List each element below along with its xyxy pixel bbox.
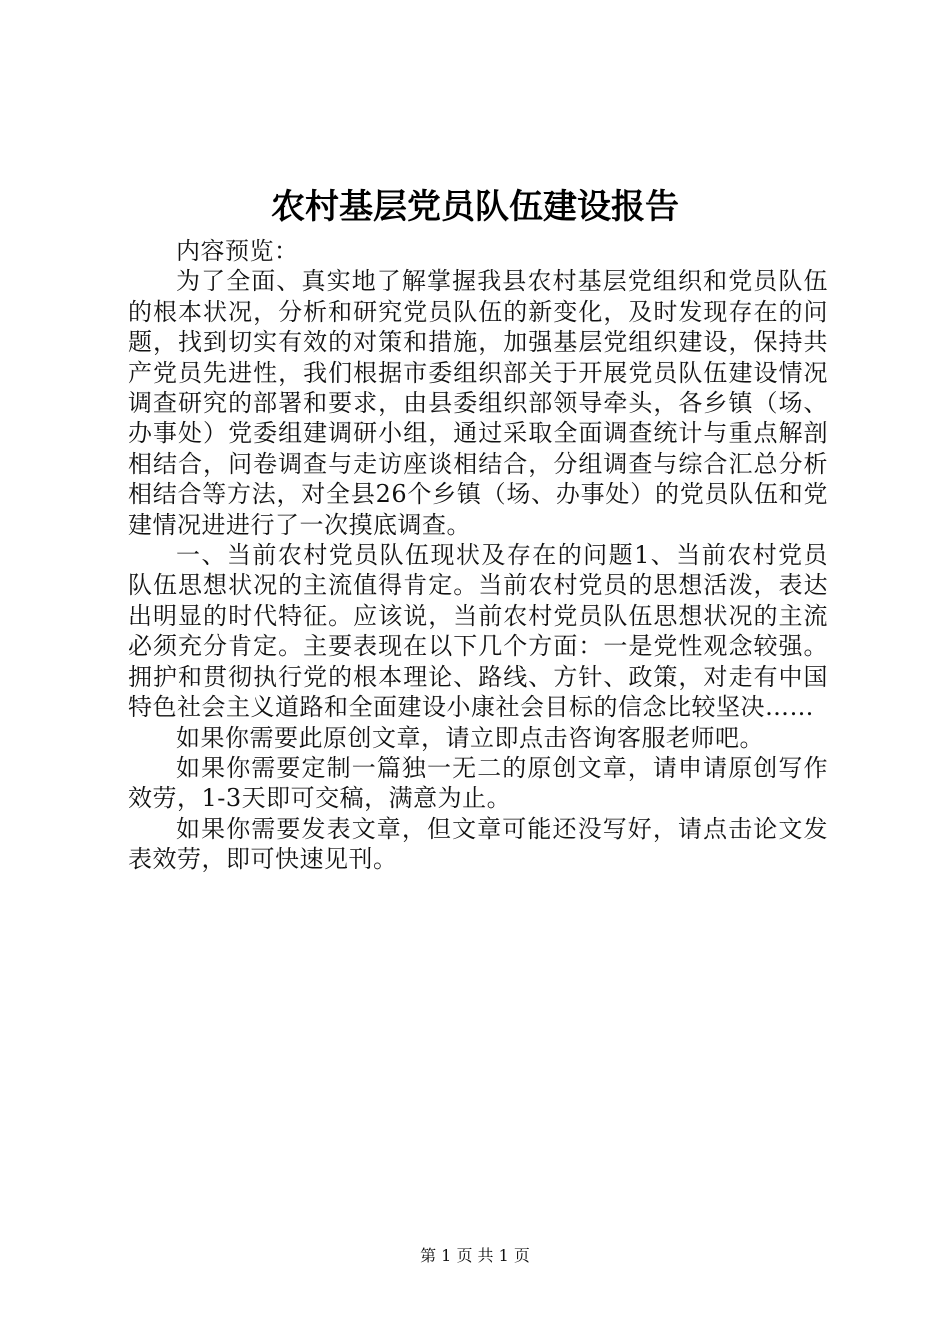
intro-paragraph: 为了全面、真实地了解掌握我县农村基层党组织和党员队伍的根本状况，分析和研究党员队伍的新变化，及时发现存在的问题，找到切实有效的对策和措施，加强基层党组织建设，保持共产党员先进性，我们根据市委组织部关于开展党员队伍建设情况调查研究的部署和要求，由县委组织部领导牵头，各乡镇（场、办事处）党委组建调研小组，通过采取全面调查统计与重点解剖相结合，问卷调查与走访座谈相结合，分组调查与综合汇总分析相结合等方法，对全县26个乡镇（场、办事处）的党员队伍和党建情况进进行了一次摸底调查。	[128, 267, 828, 539]
section-one-paragraph: 一、当前农村党员队伍现状及存在的问题1、当前农村党员队伍思想状况的主流值得肯定。当前农村党员的思想活泼，表达出明显的时代特征。应该说，当前农村党员队伍思想状况的主流必须充分肯定。主要表现在以下几个方面：一是党性观念较强。拥护和贯彻执行党的根本理论、路线、方针、政策，对走有中国特色社会主义道路和全面建设小康社会目标的信念比较坚决……	[128, 541, 828, 722]
consult-paragraph: 如果你需要此原创文章，请立即点击咨询客服老师吧。	[176, 723, 764, 752]
document-body	[128, 236, 828, 875]
document-title: 农村基层党员队伍建设报告	[271, 187, 679, 227]
custom-writing-paragraph: 如果你需要定制一篇独一无二的原创文章，请申请原创写作效劳，1-3天即可交稿，满意为止。	[128, 753, 828, 813]
publish-paragraph: 如果你需要发表文章，但文章可能还没写好，请点击论文发表效劳，即可快速见刊。	[128, 814, 828, 874]
page-number: 第 1 页 共 1 页	[420, 1246, 530, 1265]
preview-label: 内容预览：	[176, 237, 299, 265]
